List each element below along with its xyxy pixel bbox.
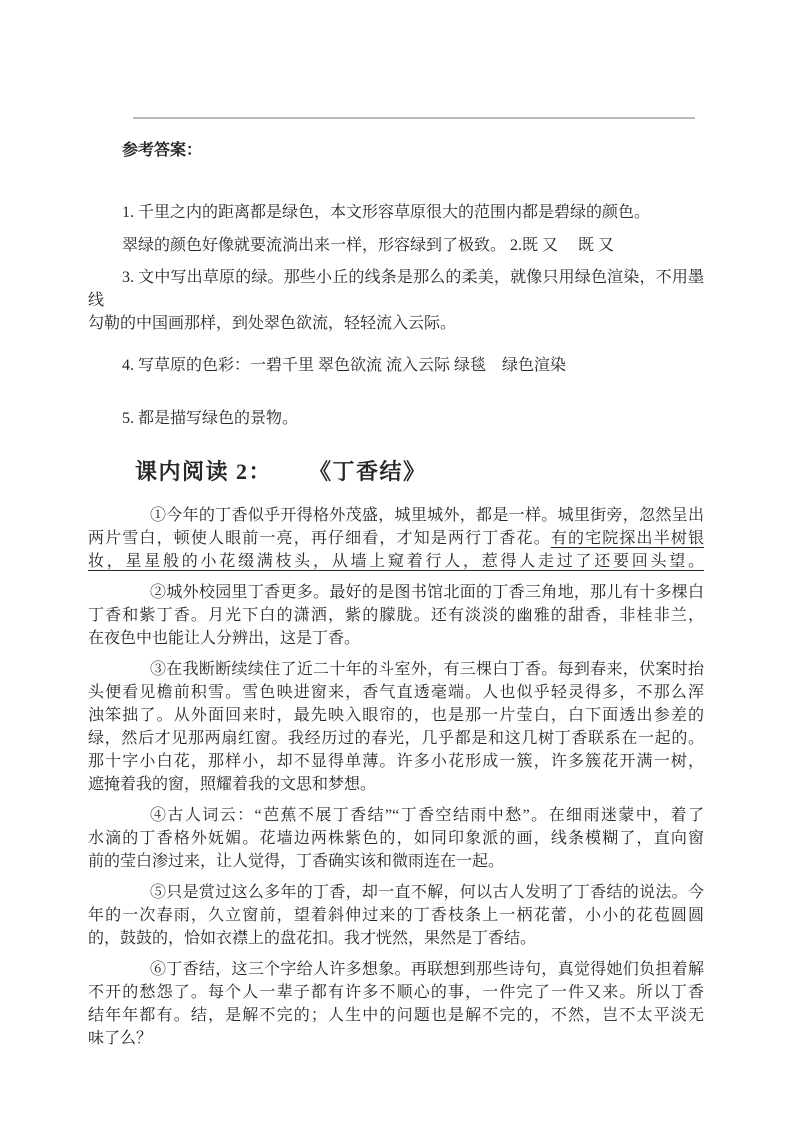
- text-line: 丁香和紫丁香。月光下白的潇洒，紫的朦胧。还有淡淡的幽雅的甜香，非桂非兰，: [88, 607, 704, 624]
- paragraph-5: [88, 881, 704, 950]
- document-content: [88, 0, 704, 1058]
- text-line: ②城外校园里丁香更多。最好的是图书馆北面的丁香三角地，那儿有十多棵白: [150, 584, 704, 601]
- reading-title-label: 课内阅读 2：: [135, 459, 273, 484]
- reading-passage: [88, 504, 704, 1050]
- reading-title-book: 《丁香结》: [309, 459, 427, 484]
- text-line: 前的莹白渗过来，让人觉得，丁香确实该和微雨连在一起。: [88, 853, 505, 870]
- answer-item-3-line-2: 勾勒的中国画那样，到处翠色欲流，轻轻流入云际。: [88, 315, 457, 332]
- answers-section: [88, 201, 704, 430]
- paragraph-6: [88, 958, 704, 1050]
- answer-item-3-line-1: 3. 文中写出草原的绿。那些小丘的线条是那么的柔美，就像只用绿色渲染，不用墨线: [88, 269, 704, 309]
- underlined-passage: 有的宅院探出半树银: [550, 530, 704, 547]
- text-line: 绿，然后才见那两扇红窗。我经历过的春光，几乎都是和这几树丁香联系在一起的。: [88, 730, 704, 747]
- text-line: ⑤只是赏过这么多年的丁香，却一直不解，何以古人发明了丁香结的说法。今: [150, 884, 704, 901]
- paragraph-2: [88, 581, 704, 650]
- text-segment: 两片雪白，顿使人眼前一亮，再仔细看，才知是两行丁香花。: [88, 530, 551, 547]
- text-line: 头便看见檐前积雪。雪色映进窗来，香气直透毫端。人也似乎轻灵得多，不那么浑: [88, 684, 704, 701]
- text-line: 那十字小白花，那样小，却不显得单薄。许多小花形成一簇，许多簇花开满一树，: [88, 753, 704, 770]
- text-line: ①今年的丁香似乎开得格外茂盛，城里城外，都是一样。城里街旁，忽然呈出: [150, 507, 704, 524]
- answer-item-4: 4. 写草原的色彩：一碧千里 翠色欲流 流入云际 绿毯 绿色渲染: [122, 357, 567, 374]
- paragraph-4: [88, 804, 704, 873]
- answer-item-2: 翠绿的颜色好像就要流淌出来一样，形容绿到了极致。 2.既 又 既 又: [122, 237, 615, 254]
- text-line: 不开的愁怨了。每个人一辈子都有许多不顺心的事，一件完了一件又来。所以丁香: [88, 984, 704, 1001]
- text-line: 的，鼓鼓的，恰如衣襟上的盘花扣。我才恍然，果然是丁香结。: [88, 930, 537, 947]
- answers-heading: 参考答案：: [122, 142, 203, 159]
- text-line: 结年年都有。结，是解不完的；人生中的问题也是解不完的，不然，岂不太平淡无: [88, 1007, 704, 1024]
- text-line: 在夜色中也能让人分辨出，这是丁香。: [88, 630, 361, 647]
- reading-title: [88, 459, 704, 485]
- answer-item-5: 5. 都是描写绿色的景物。: [122, 410, 299, 427]
- text-line: 水滴的丁香格外妩媚。花墙边两株紫色的，如同印象派的画，线条模糊了，直向窗: [88, 830, 704, 847]
- paragraph-1: [88, 504, 704, 573]
- top-divider-line: [133, 117, 695, 119]
- paragraph-3: [88, 658, 704, 796]
- underlined-passage: 妆，星星般的小花缀满枝头，从墙上窥着行人，惹得人走过了还要回头望。: [88, 553, 704, 570]
- text-line: ④古人词云：“芭蕉不展丁香结”“丁香空结雨中愁”。在细雨迷蒙中，着了: [150, 807, 704, 824]
- text-line: 遮掩着我的窗，照耀着我的文思和梦想。: [88, 776, 377, 793]
- text-line: ⑥丁香结，这三个字给人许多想象。再联想到那些诗句，真觉得她们负担着解: [150, 961, 704, 978]
- text-line: 味了么？: [88, 1030, 153, 1047]
- text-line: ③在我断断续续住了近二十年的斗室外，有三棵白丁香。每到春来，伏案时抬: [150, 661, 704, 678]
- text-line: 年的一次春雨，久立窗前，望着斜伸过来的丁香枝条上一柄花蕾，小小的花苞圆圆: [88, 907, 704, 924]
- text-line: 浊笨拙了。从外面回来时，最先映入眼帘的，也是那一片莹白，白下面透出参差的: [88, 707, 704, 724]
- text-line: [88, 527, 704, 550]
- answer-item-1: 1. 千里之内的距离都是绿色，本文形容草原很大的范围内都是碧绿的颜色。: [122, 204, 651, 221]
